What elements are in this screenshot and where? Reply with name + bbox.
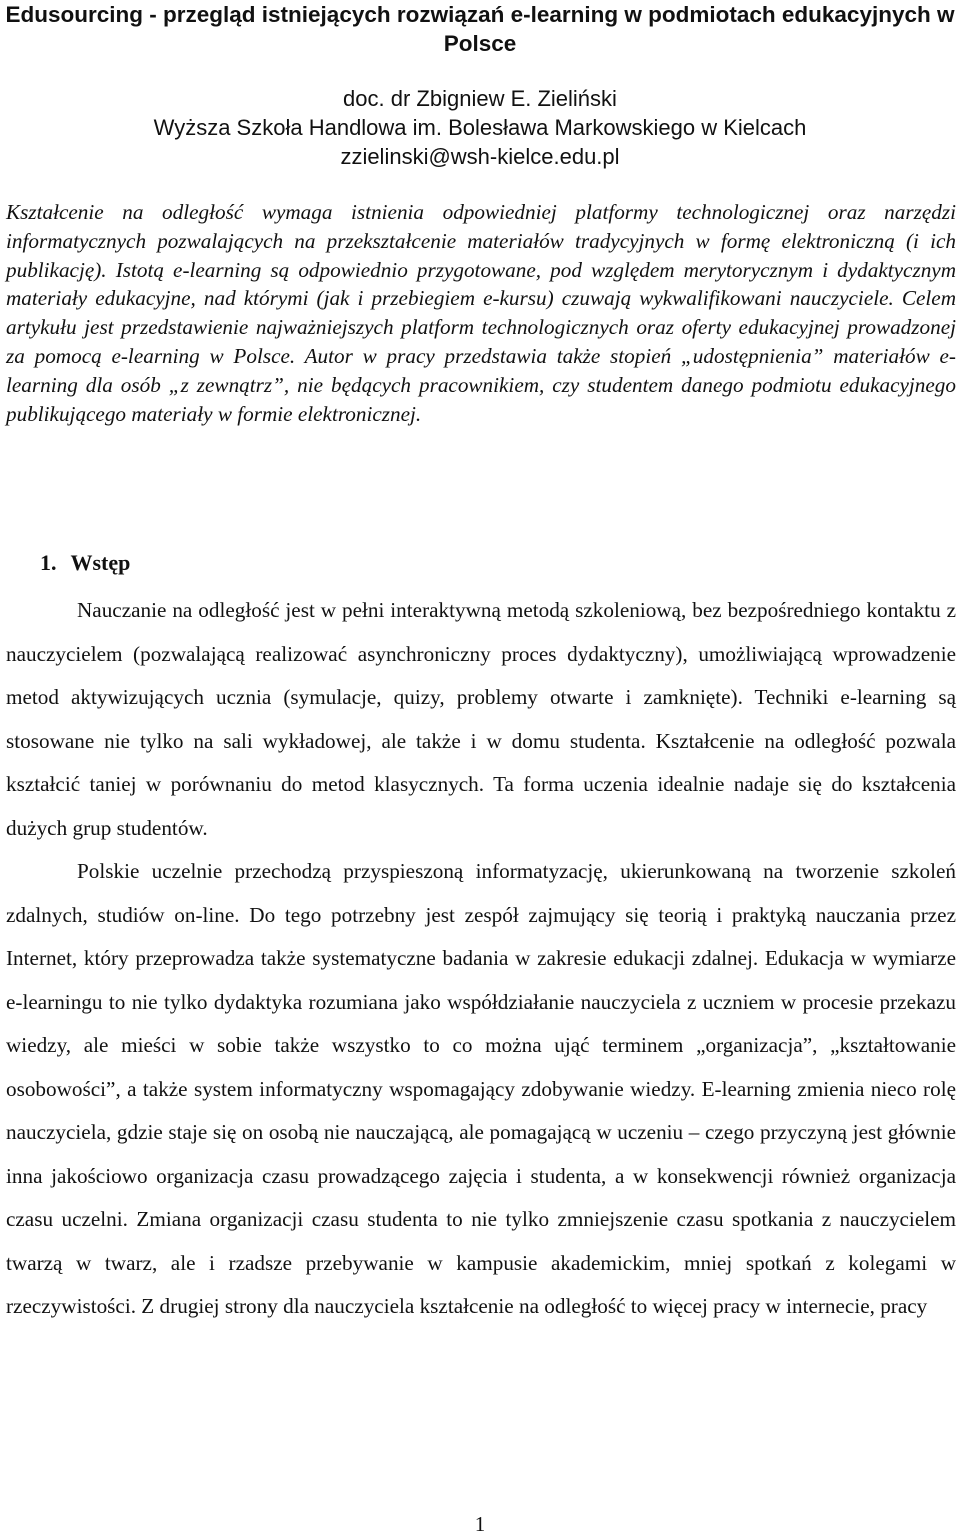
section-heading [40, 548, 130, 577]
paper-title: Edusourcing - przegląd istniejących rozwiązań e-learning w podmiotach edukacyjnych w Polsce [5, 2, 955, 56]
author-affiliation: Wyższa Szkoła Handlowa im. Bolesława Markowskiego w Kielcach [153, 115, 807, 140]
abstract: Kształcenie na odległość wymaga istnienia odpowiedniej platformy technologicznej oraz narzędzi informatycznych pozwalających na przekształcenie materiałów tradycyjnych w formę elektroniczną (i ich publikację). Istotą e-learning są odpowiednio przygotowane, pod względem merytorycznym i dydaktycznym materiały edukacyjne, nad którymi (jak i przebiegiem e-kursu) czuwają wykwalifikowani nauczyciele. Celem artykułu jest przedstawienie najważniejszych platform technologicznych oraz oferty edukacyjnej prowadzonej za pomocą e-learning w Polsce. Autor w pracy przedstawia także stopień „udostępnienia” materiałów e-learning dla osób „z zewnątrz”, nie będących pracownikiem, czy studentem danego podmiotu edukacyjnego publikującego materiały w formie elektronicznej. [6, 200, 956, 426]
page-number: 1 [474, 1512, 486, 1536]
section-body [6, 589, 956, 1329]
section-number: 1. [40, 550, 57, 575]
paragraph: Nauczanie na odległość jest w pełni interaktywną metodą szkoleniową, bez bezpośredniego kontaktu z nauczycielem (pozwalającą realizować asynchroniczny proces dydaktyczny), umożliwiającą wprowadzenie metod aktywizujących ucznia (symulacje, quizy, problemy otwarte i zamknięte). Techniki e-learning są stosowane nie tylko na sali wykładowej, ale także i w domu studenta. Kształcenie na odległość pozwala kształcić taniej w porównaniu do metod klasycznych. Ta forma uczenia idealnie nadaje się do kształcenia dużych grup studentów. [6, 598, 956, 840]
author-block [0, 84, 960, 171]
author-name: doc. dr Zbigniew E. Zieliński [343, 86, 617, 111]
author-email: zzielinski@wsh-kielce.edu.pl [340, 144, 620, 169]
paragraph: Polskie uczelnie przechodzą przyspieszoną informatyzację, ukierunkowaną na tworzenie szkoleń zdalnych, studiów on-line. Do tego potrzebny jest zespół zajmujący się teorią i praktyką nauczania przez Internet, który przeprowadza także systematyczne badania w zakresie edukacji zdalnej. Edukacja w wymiarze e-learningu to nie tylko dydaktyka rozumiana jako współdziałanie nauczyciela z uczniem w procesie przekazu wiedzy, ale mieści w sobie także wszystko to co można ująć terminem „organizacja”, „kształtowanie osobowości”, a także system informatyczny wspomagający zdobywanie wiedzy. E-learning zmienia nieco rolę nauczyciela, gdzie staje się on osobą nie nauczającą, ale pomagającą w uczeniu – czego przyczyną jest głównie inna jakościowo organizacja czasu prowadzącego zajęcia i studenta, a w konsekwencji również organizacja czasu uczelni. Zmiana organizacji czasu studenta to nie tylko zmniejszenie czasu spotkania z nauczycielem twarzą w twarz, ale i rzadsze przebywanie w kampusie akademickim, mniej spotkań z kolegami w rzeczywistości. Z drugiej strony dla nauczyciela kształcenie na odległość to więcej pracy w internecie, pracy [6, 859, 956, 1318]
section-title: Wstęp [70, 550, 131, 575]
